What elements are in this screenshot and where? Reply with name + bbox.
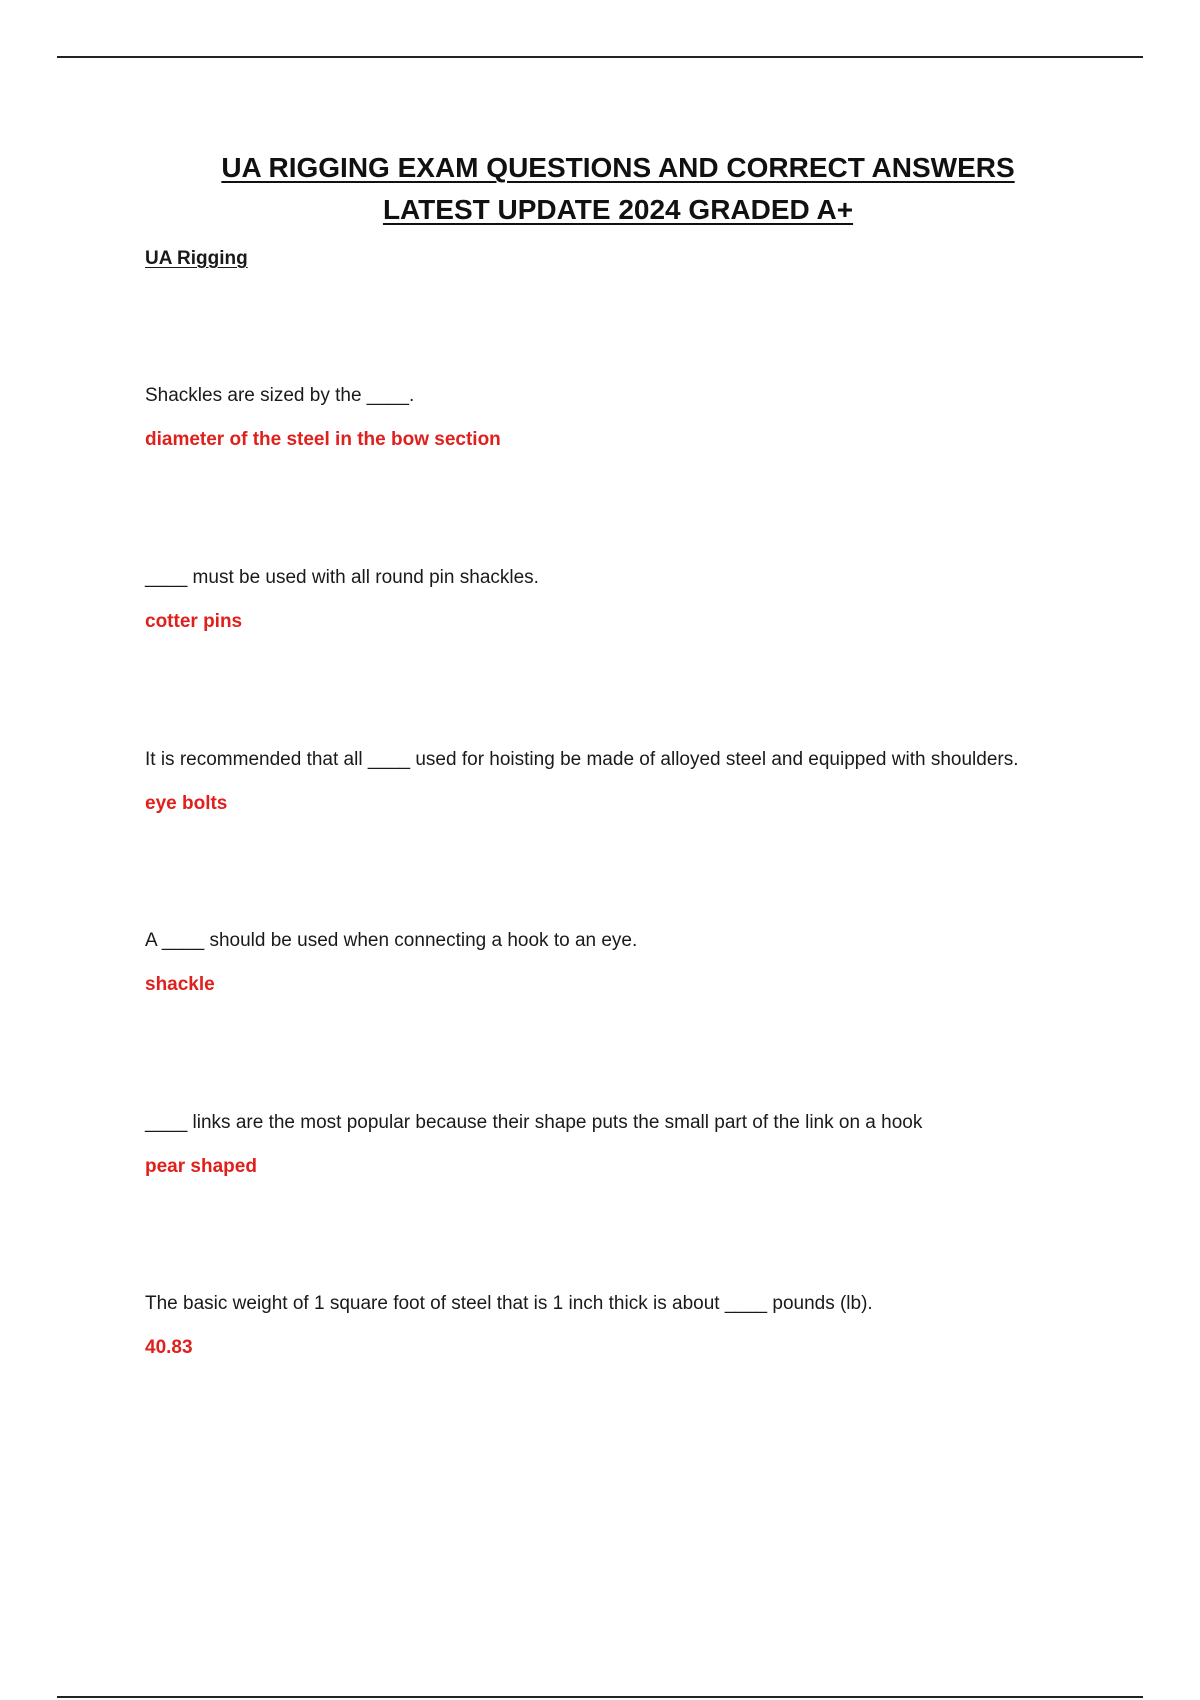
answer-text: shackle xyxy=(145,974,215,995)
qa-item xyxy=(145,566,1125,634)
question-text: A ____ should be used when connecting a hook to an eye. xyxy=(145,930,638,951)
title-line-1: UA RIGGING EXAM QUESTIONS AND CORRECT ANSWERS xyxy=(221,152,1015,183)
question-text: The basic weight of 1 square foot of steel that is 1 inch thick is about ____ pounds (lb). xyxy=(145,1293,873,1314)
answer-text: 40.83 xyxy=(145,1337,193,1358)
question-text: It is recommended that all ____ used for hoisting be made of alloyed steel and equipped with shoulders. xyxy=(145,749,1019,770)
bottom-divider xyxy=(57,1696,1143,1698)
question-text: Shackles are sized by the ____. xyxy=(145,385,415,406)
qa-item xyxy=(145,748,1125,816)
qa-item xyxy=(145,1111,1125,1179)
qa-item xyxy=(145,929,1125,997)
answer-text: eye bolts xyxy=(145,793,228,814)
section-heading: UA Rigging xyxy=(145,248,248,269)
answer-text: pear shaped xyxy=(145,1156,257,1177)
question-text: ____ must be used with all round pin shackles. xyxy=(145,567,539,588)
qa-item xyxy=(145,1292,1125,1360)
qa-item xyxy=(145,384,1125,452)
title-line-2: LATEST UPDATE 2024 GRADED A+ xyxy=(382,194,854,225)
answer-text: cotter pins xyxy=(145,611,243,632)
top-divider xyxy=(57,56,1143,58)
document-title xyxy=(0,147,1200,231)
question-text: ____ links are the most popular because their shape puts the small part of the link on a hook xyxy=(145,1112,923,1133)
answer-text: diameter of the steel in the bow section xyxy=(145,429,501,450)
